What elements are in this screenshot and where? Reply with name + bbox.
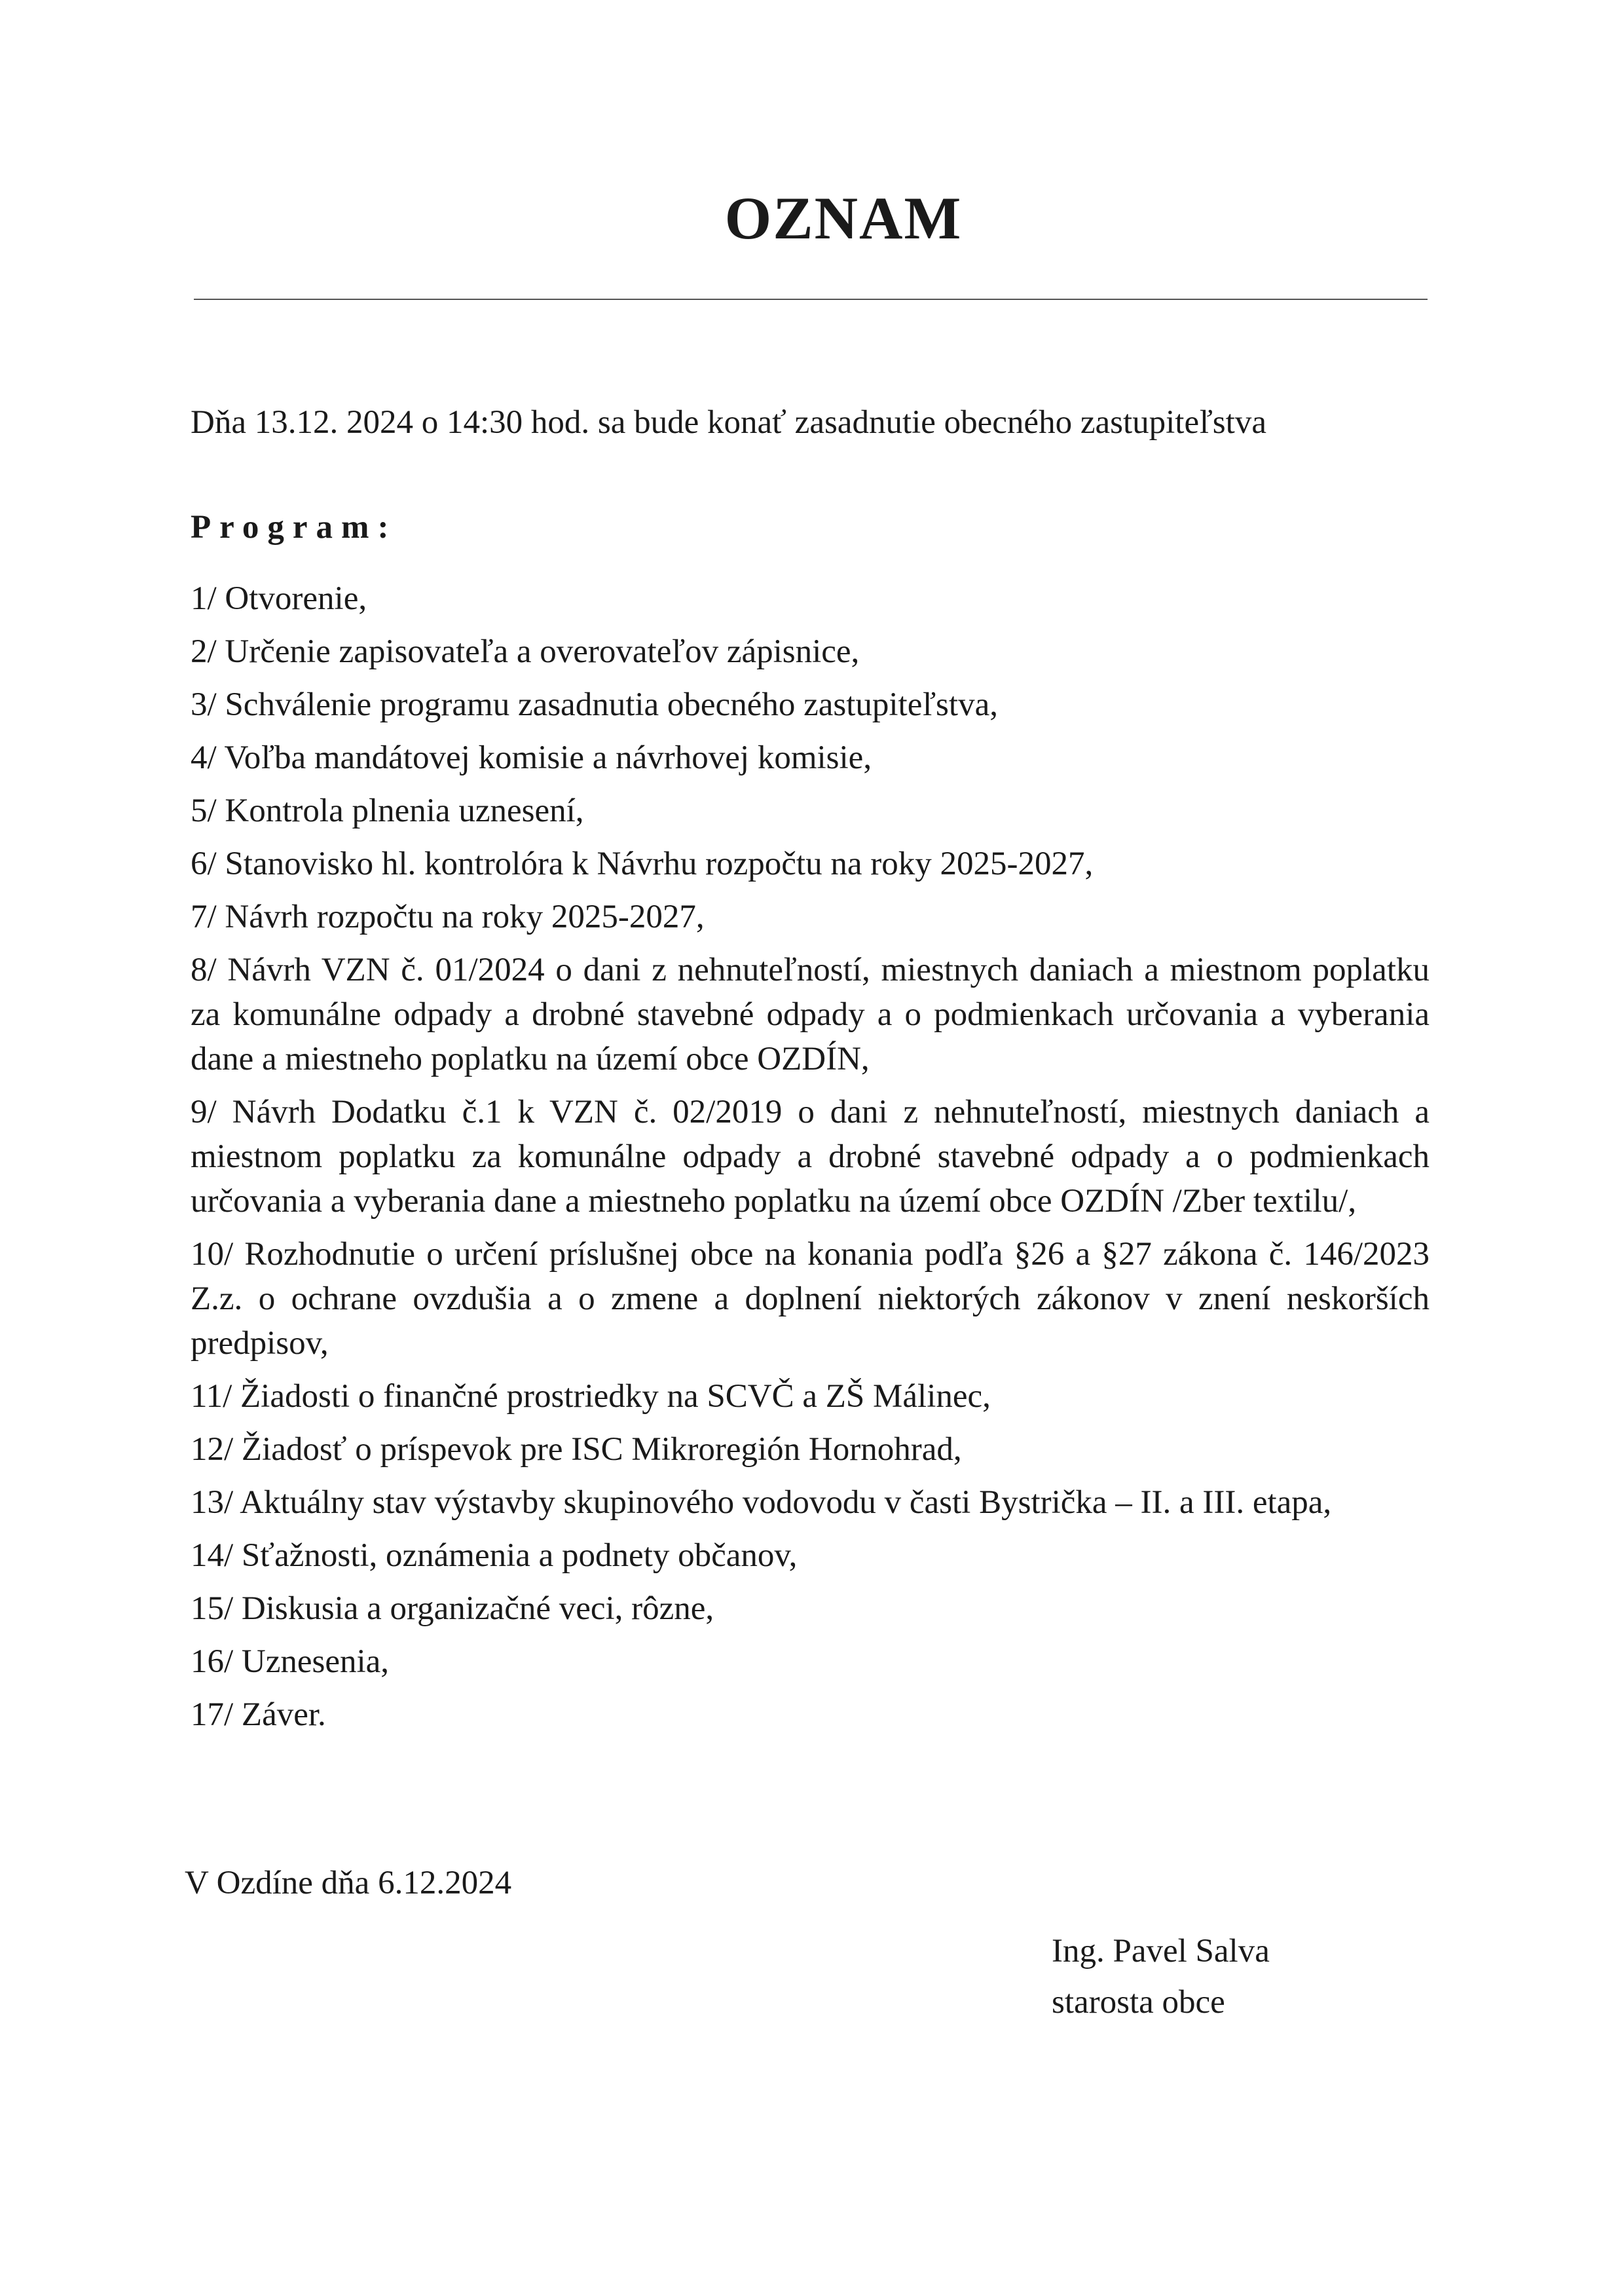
agenda-item: 8/ Návrh VZN č. 01/2024 o dani z nehnuteľností, miestnych daniach a miestnom poplatku za komunálne odpady a drobné stavebné odpady a o podmienkach určovania a vyberania dane a miestneho poplatku na území obce OZDÍN,: [191, 952, 1430, 1077]
page-title: OZNAM: [724, 185, 963, 252]
agenda-item: 5/ Kontrola plnenia uznesení,: [191, 793, 584, 829]
program-heading: Program:: [191, 509, 397, 546]
title-divider: [194, 299, 1428, 300]
agenda-item: 15/ Diskusia a organizačné veci, rôzne,: [191, 1590, 714, 1627]
agenda-item: 6/ Stanovisko hl. kontrolóra k Návrhu rozpočtu na roky 2025-2027,: [191, 846, 1094, 882]
agenda-item: 10/ Rozhodnutie o určení príslušnej obce na konania podľa §26 a §27 zákona č. 146/2023 Z.z. o ochrane ovzdušia a o zmene a doplnení niektorých zákonov v znení neskorších predpisov,: [191, 1236, 1430, 1362]
signature-block: [1052, 1926, 1270, 2028]
agenda-item: 1/ Otvorenie,: [191, 580, 367, 617]
agenda-item: 4/ Voľba mandátovej komisie a návrhovej komisie,: [191, 739, 872, 776]
agenda-item: 9/ Návrh Dodatku č.1 k VZN č. 02/2019 o dani z nehnuteľností, miestnych daniach a miestnom poplatku za komunálne odpady a drobné stavebné odpady a o podmienkach určovania a vyberania dane a miestneho poplatku na území obce OZDÍN /Zber textilu/,: [191, 1094, 1430, 1220]
agenda-list: [191, 576, 1430, 1745]
meeting-announcement: Dňa 13.12. 2024 o 14:30 hod. sa bude konať zasadnutie obecného zastupiteľstva: [191, 404, 1266, 441]
agenda-item: 7/ Návrh rozpočtu na roky 2025-2027,: [191, 899, 705, 935]
agenda-item: 11/ Žiadosti o finančné prostriedky na SCVČ a ZŠ Málinec,: [191, 1378, 991, 1415]
agenda-item: 17/ Záver.: [191, 1696, 326, 1733]
agenda-item: 12/ Žiadosť o príspevok pre ISC Mikroregión Hornohrad,: [191, 1431, 962, 1468]
signatory-role: starosta obce: [1052, 1984, 1225, 2021]
place-and-date: V Ozdíne dňa 6.12.2024: [185, 1865, 512, 1901]
agenda-item: 2/ Určenie zapisovateľa a overovateľov zápisnice,: [191, 633, 860, 670]
agenda-item: 16/ Uznesenia,: [191, 1643, 390, 1680]
agenda-item: 3/ Schválenie programu zasadnutia obecného zastupiteľstva,: [191, 686, 998, 723]
agenda-item: 13/ Aktuálny stav výstavby skupinového vodovodu v časti Bystrička – II. a III. etapa,: [191, 1484, 1332, 1521]
signatory-name: Ing. Pavel Salva: [1052, 1933, 1270, 1969]
agenda-item: 14/ Sťažnosti, oznámenia a podnety občanov,: [191, 1537, 798, 1574]
